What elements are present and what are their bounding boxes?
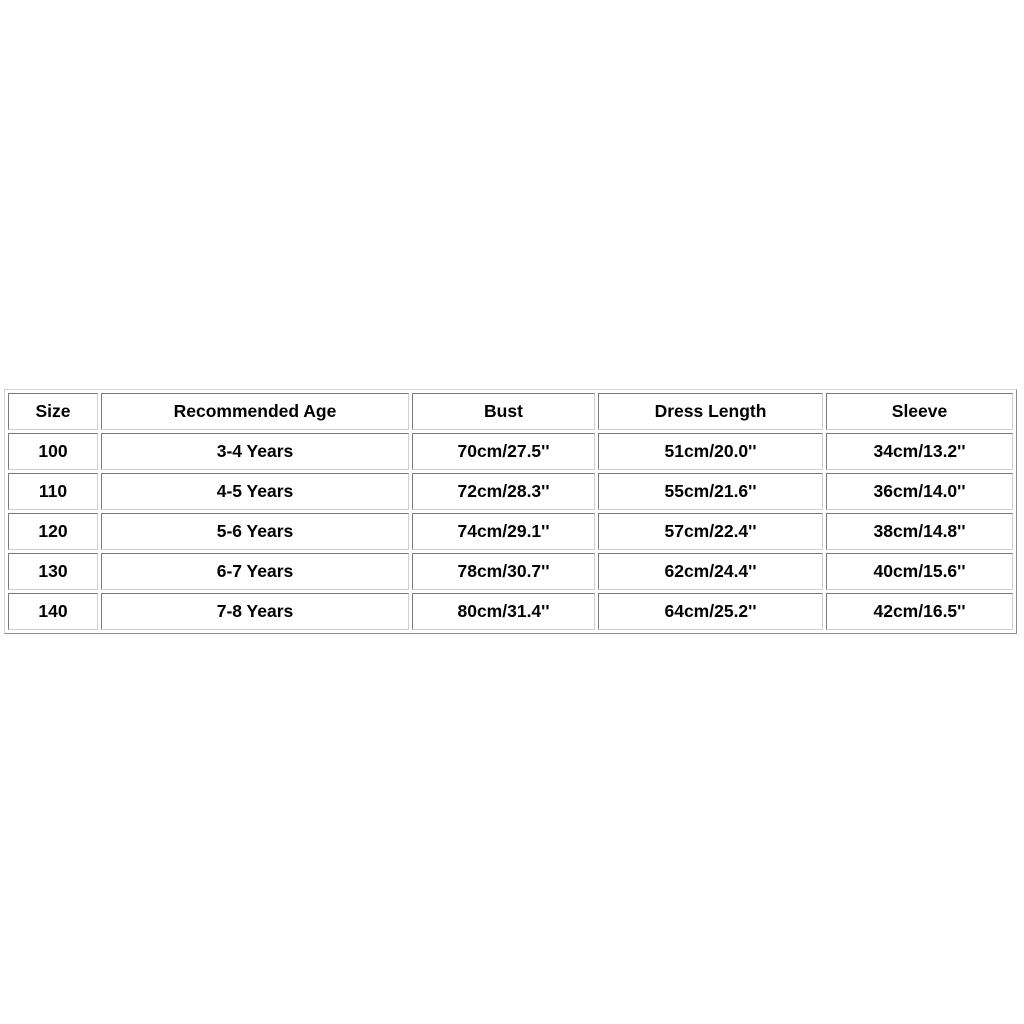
- cell-size: 140: [8, 593, 98, 630]
- cell-bust: 78cm/30.7'': [412, 553, 595, 590]
- table-header-row: [8, 393, 1013, 430]
- cell-sleeve: 38cm/14.8'': [826, 513, 1013, 550]
- cell-dress-length: 51cm/20.0'': [598, 433, 823, 470]
- cell-recommended-age: 7-8 Years: [101, 593, 409, 630]
- cell-bust: 74cm/29.1'': [412, 513, 595, 550]
- header-size: Size: [8, 393, 98, 430]
- cell-sleeve: 40cm/15.6'': [826, 553, 1013, 590]
- cell-dress-length: 55cm/21.6'': [598, 473, 823, 510]
- cell-size: 120: [8, 513, 98, 550]
- cell-recommended-age: 4-5 Years: [101, 473, 409, 510]
- cell-bust: 70cm/27.5'': [412, 433, 595, 470]
- cell-sleeve: 36cm/14.0'': [826, 473, 1013, 510]
- cell-recommended-age: 3-4 Years: [101, 433, 409, 470]
- table-row: [8, 593, 1013, 630]
- cell-sleeve: 34cm/13.2'': [826, 433, 1013, 470]
- header-recommended-age: Recommended Age: [101, 393, 409, 430]
- table-row: [8, 433, 1013, 470]
- cell-recommended-age: 6-7 Years: [101, 553, 409, 590]
- table-row: [8, 473, 1013, 510]
- cell-dress-length: 57cm/22.4'': [598, 513, 823, 550]
- header-bust: Bust: [412, 393, 595, 430]
- size-chart-table: [4, 389, 1017, 634]
- cell-recommended-age: 5-6 Years: [101, 513, 409, 550]
- cell-size: 100: [8, 433, 98, 470]
- cell-dress-length: 62cm/24.4'': [598, 553, 823, 590]
- header-sleeve: Sleeve: [826, 393, 1013, 430]
- table-row: [8, 553, 1013, 590]
- cell-sleeve: 42cm/16.5'': [826, 593, 1013, 630]
- header-dress-length: Dress Length: [598, 393, 823, 430]
- cell-size: 110: [8, 473, 98, 510]
- cell-size: 130: [8, 553, 98, 590]
- cell-bust: 80cm/31.4'': [412, 593, 595, 630]
- cell-dress-length: 64cm/25.2'': [598, 593, 823, 630]
- table-row: [8, 513, 1013, 550]
- cell-bust: 72cm/28.3'': [412, 473, 595, 510]
